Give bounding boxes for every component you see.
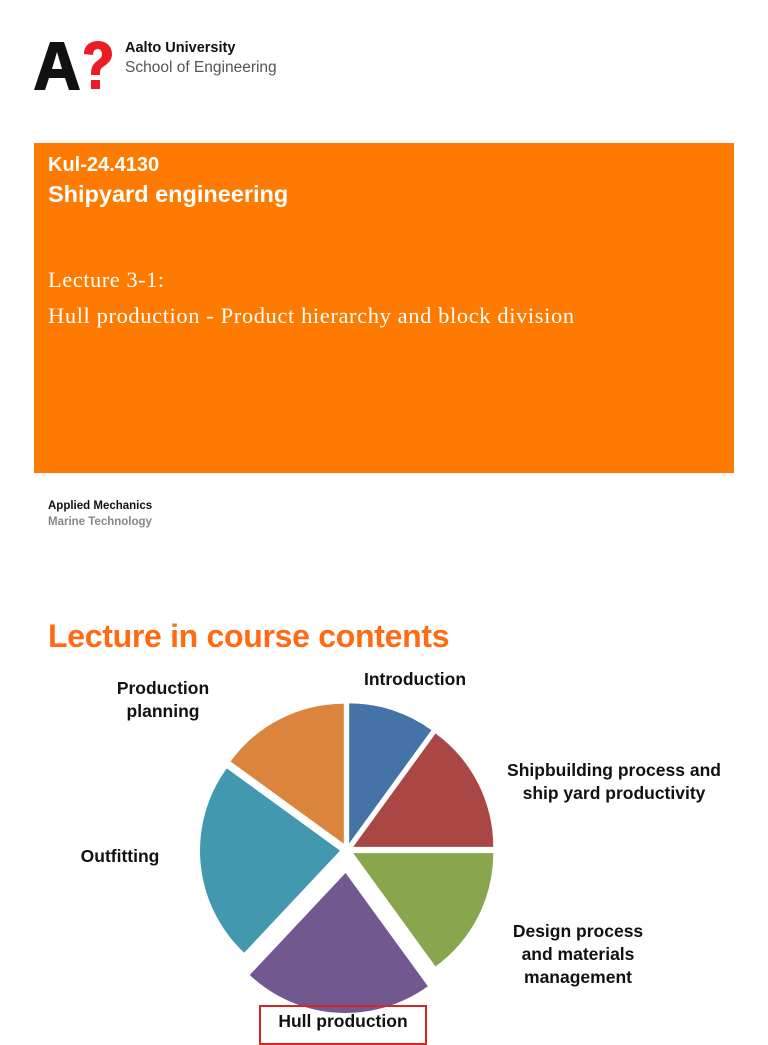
label-production-planning: Production planning bbox=[116, 678, 210, 721]
school-name: School of Engineering bbox=[125, 59, 277, 76]
label-design: Design process and materials management bbox=[512, 921, 644, 987]
department-name: Applied Mechanics bbox=[48, 500, 153, 512]
course-code: Kul-24.4130 bbox=[48, 154, 160, 176]
section-heading: Lecture in course contents bbox=[48, 618, 450, 654]
label-hull-production-highlighted: Hull production bbox=[259, 1005, 427, 1045]
subdepartment-name: Marine Technology bbox=[48, 516, 152, 528]
lecture-title: Hull production - Product hierarchy and block division bbox=[48, 303, 575, 328]
title-box bbox=[34, 143, 734, 473]
aalto-logo bbox=[34, 40, 114, 92]
label-introduction: Introduction bbox=[363, 669, 467, 689]
university-name: Aalto University bbox=[125, 40, 236, 56]
course-contents-pie-chart bbox=[195, 705, 505, 1015]
label-shipbuilding: Shipbuilding process and ship yard productivity bbox=[507, 760, 721, 803]
label-outfitting: Outfitting bbox=[80, 846, 160, 866]
lecture-number: Lecture 3-1: bbox=[48, 267, 165, 292]
logo-question-mark bbox=[84, 41, 112, 75]
course-name: Shipyard engineering bbox=[48, 181, 289, 207]
